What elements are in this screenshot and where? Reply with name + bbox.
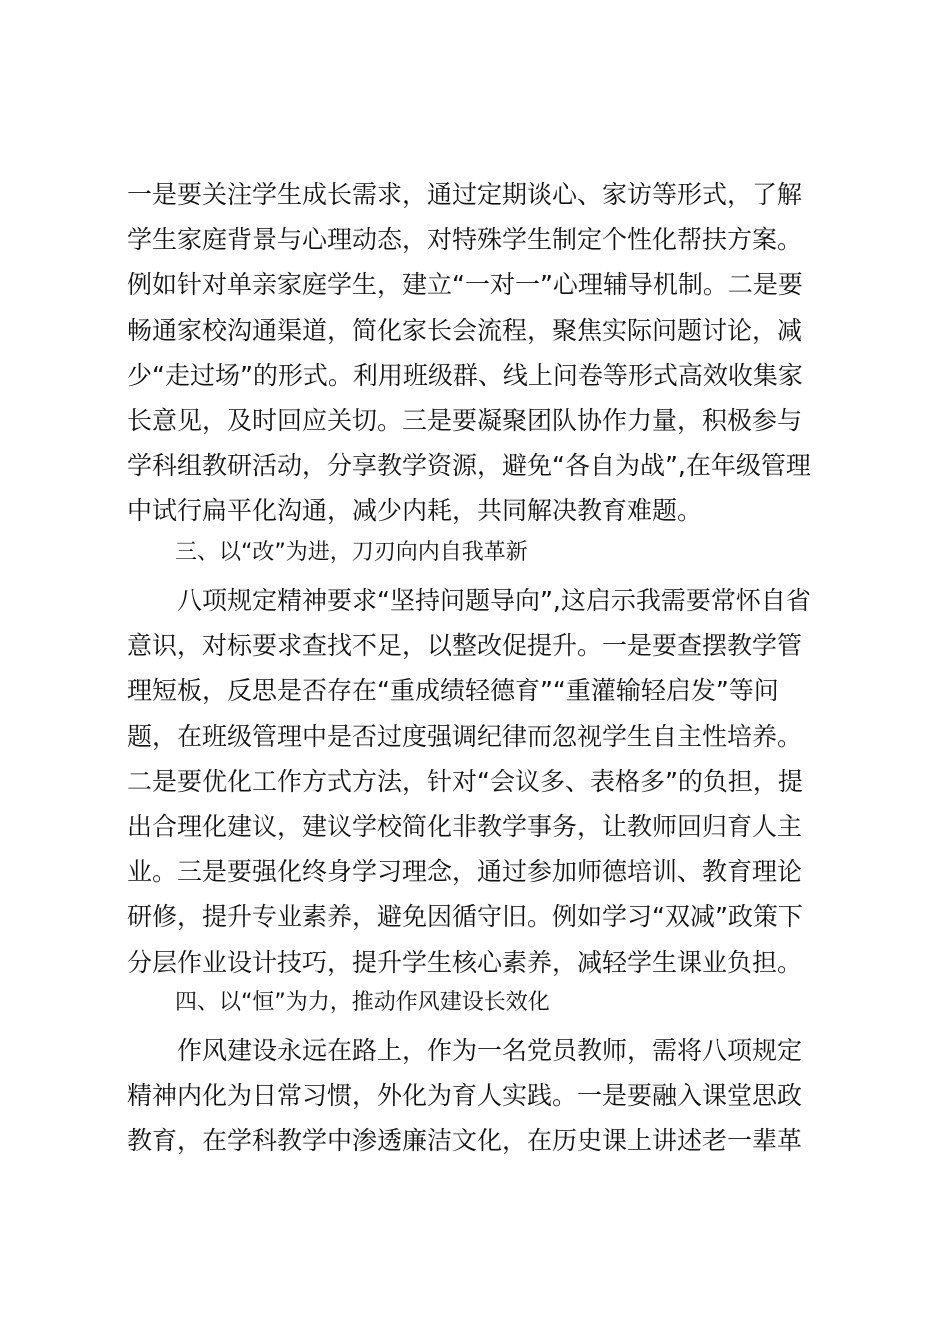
paragraph-line: 作风建设永远在路上，作为一名党员教师，需将八项规定 xyxy=(177,1036,803,1065)
paragraph-three xyxy=(127,1028,827,1164)
section-heading-four: 四、以“恒”为力，推动作风建设长效化 xyxy=(175,990,550,1015)
paragraph-line: 八项规定精神要求“坚持问题导向”,这启示我需要常怀自省 xyxy=(177,586,811,615)
paragraph-line: 少“走过场”的形式。利用班级群、线上问卷等形式高效收集家 xyxy=(127,360,803,390)
paragraph-line: 研修，提升专业素养，避免因循守旧。例如学习“双减”政策下 xyxy=(127,902,803,932)
paragraph-line: 学科组教研活动，分享教学资源，避免“各自为战”,在年级管理 xyxy=(127,451,811,481)
paragraph-line: 题，在班级管理中是否过度强调纪律而忽视学生自主性培养。 xyxy=(127,721,803,751)
paragraph-line: 理短板，反思是否存在“重成绩轻德育”“重灌输轻启发”等问 xyxy=(127,676,779,706)
paragraph-line: 畅通家校沟通渠道，简化家长会流程，聚焦实际问题讨论，减 xyxy=(127,315,803,345)
paragraph-line: 教育，在学科教学中渗透廉洁文化，在历史课上讲述老一辈革 xyxy=(127,1126,803,1156)
paragraph-line: 意识，对标要求查找不足，以整改促提升。一是要查摆教学管 xyxy=(127,631,803,661)
paragraph-line: 中试行扁平化沟通，减少内耗，共同解决教育难题。 xyxy=(127,496,703,526)
paragraph-two xyxy=(127,578,827,985)
paragraph-line: 出合理化建议，建议学校简化非教学事务，让教师回归育人主 xyxy=(127,811,803,841)
paragraph-line: 二是要优化工作方式方法，针对“会议多、表格多”的负担，提 xyxy=(127,766,803,796)
paragraph-line: 业。三是要强化终身学习理念，通过参加师德培训、教育理论 xyxy=(127,857,803,887)
paragraph-one xyxy=(127,172,827,534)
paragraph-line: 精神内化为日常习惯，外化为育人实践。一是要融入课堂思政 xyxy=(127,1081,803,1111)
paragraph-line: 长意见，及时回应关切。三是要凝聚团队协作力量，积极参与 xyxy=(127,405,803,435)
paragraph-line: 学生家庭背景与心理动态，对特殊学生制定个性化帮扶方案。 xyxy=(127,225,803,255)
paragraph-line: 一是要关注学生成长需求，通过定期谈心、家访等形式，了解 xyxy=(127,180,803,209)
section-heading-three: 三、以“改”为进，刀刃向内自我革新 xyxy=(175,540,528,565)
paragraph-line: 例如针对单亲家庭学生，建立“一对一”心理辅导机制。二是要 xyxy=(127,270,803,300)
paragraph-line: 分层作业设计技巧，提升学生核心素养，减轻学生课业负担。 xyxy=(127,947,803,977)
